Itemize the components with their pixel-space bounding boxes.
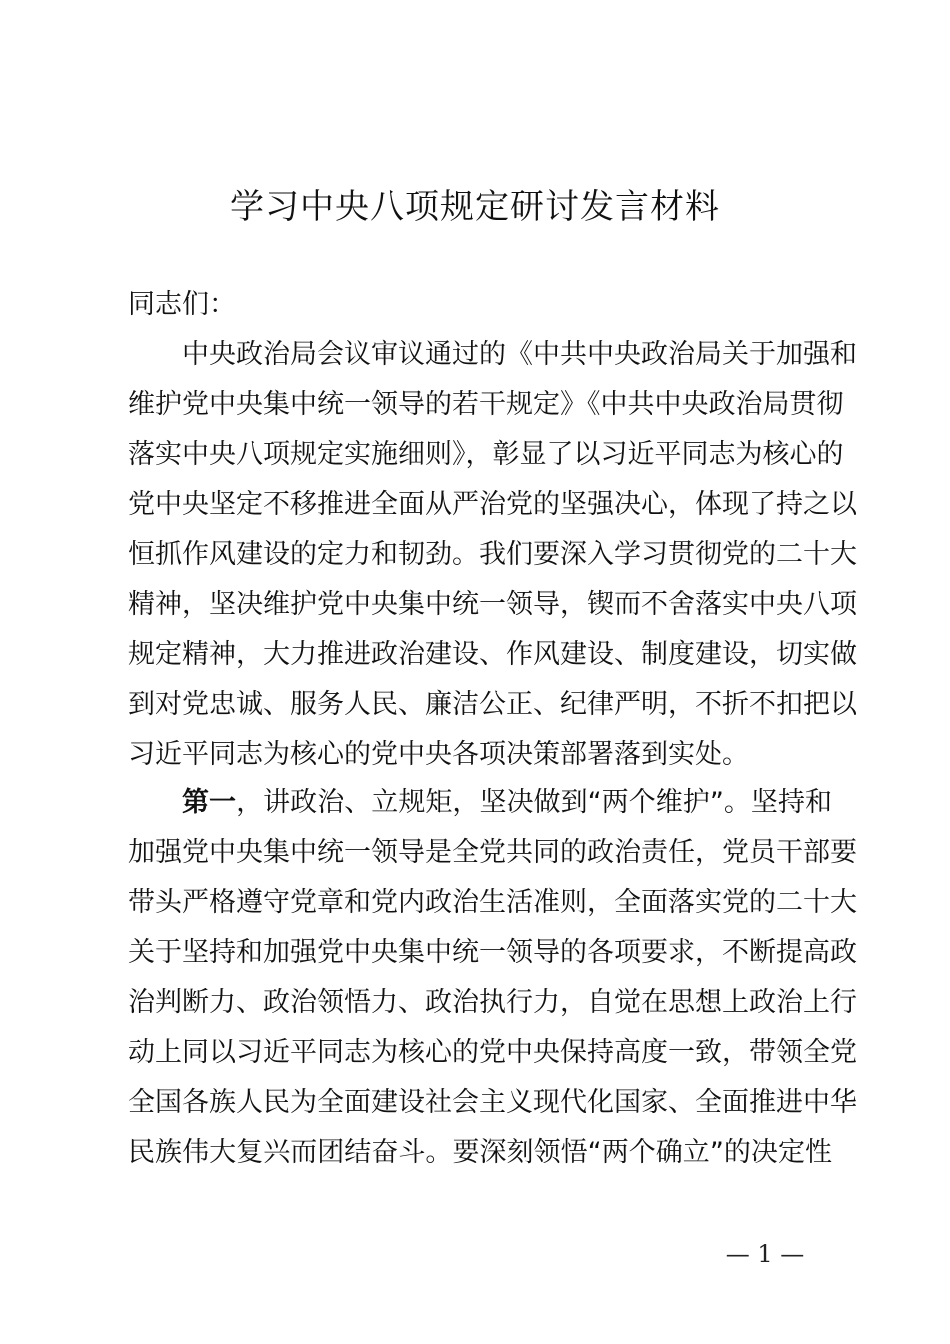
page-number: — 1 — xyxy=(725,1240,805,1268)
paragraph-2-lead: 第一 xyxy=(182,787,237,818)
paragraph-1-line-8: 到对党忠诚、服务人民、廉洁公正、纪律严明，不折不扣把以 xyxy=(128,689,857,720)
paragraph-1-line-1: 中央政治局会议审议通过的《中共中央政治局关于加强和 xyxy=(182,339,857,370)
paragraph-1-line-3: 落实中央八项规定实施细则》，彰显了以习近平同志为核心的 xyxy=(128,439,844,470)
paragraph-2-line-4: 关于坚持和加强党中央集中统一领导的各项要求，不断提高政 xyxy=(128,937,857,968)
paragraph-2-first-rest: ，讲政治、立规矩，坚决做到“两个维护”。坚持和 xyxy=(236,787,832,818)
salutation: 同志们： xyxy=(128,289,236,320)
paragraph-1-line-9: 习近平同志为核心的党中央各项决策部署落到实处。 xyxy=(128,739,749,770)
paragraph-2-line-5: 治判断力、政治领悟力、政治执行力，自觉在思想上政治上行 xyxy=(128,987,857,1018)
paragraph-1-line-4: 党中央坚定不移推进全面从严治党的坚强决心，体现了持之以 xyxy=(128,489,857,520)
paragraph-2-line-3: 带头严格遵守党章和党内政治生活准则，全面落实党的二十大 xyxy=(128,887,857,918)
paragraph-2-line-7: 全国各族人民为全面建设社会主义现代化国家、全面推进中华 xyxy=(128,1087,857,1118)
paragraph-2-line-1 xyxy=(182,779,832,827)
paragraph-1-line-7: 规定精神，大力推进政治建设、作风建设、制度建设，切实做 xyxy=(128,639,857,670)
paragraph-2-line-2: 加强党中央集中统一领导是全党共同的政治责任，党员干部要 xyxy=(128,837,857,868)
paragraph-1-line-6: 精神，坚决维护党中央集中统一领导，锲而不舍落实中央八项 xyxy=(128,589,857,620)
paragraph-2-line-6: 动上同以习近平同志为核心的党中央保持高度一致，带领全党 xyxy=(128,1037,857,1068)
paragraph-1-line-2: 维护党中央集中统一领导的若干规定》《中共中央政治局贯彻 xyxy=(128,389,844,420)
paragraph-2-line-8: 民族伟大复兴而团结奋斗。要深刻领悟“两个确立”的决定性 xyxy=(128,1137,832,1168)
document-title: 学习中央八项规定研讨发言材料 xyxy=(230,187,720,227)
paragraph-1-line-5: 恒抓作风建设的定力和韧劲。我们要深入学习贯彻党的二十大 xyxy=(128,539,857,570)
